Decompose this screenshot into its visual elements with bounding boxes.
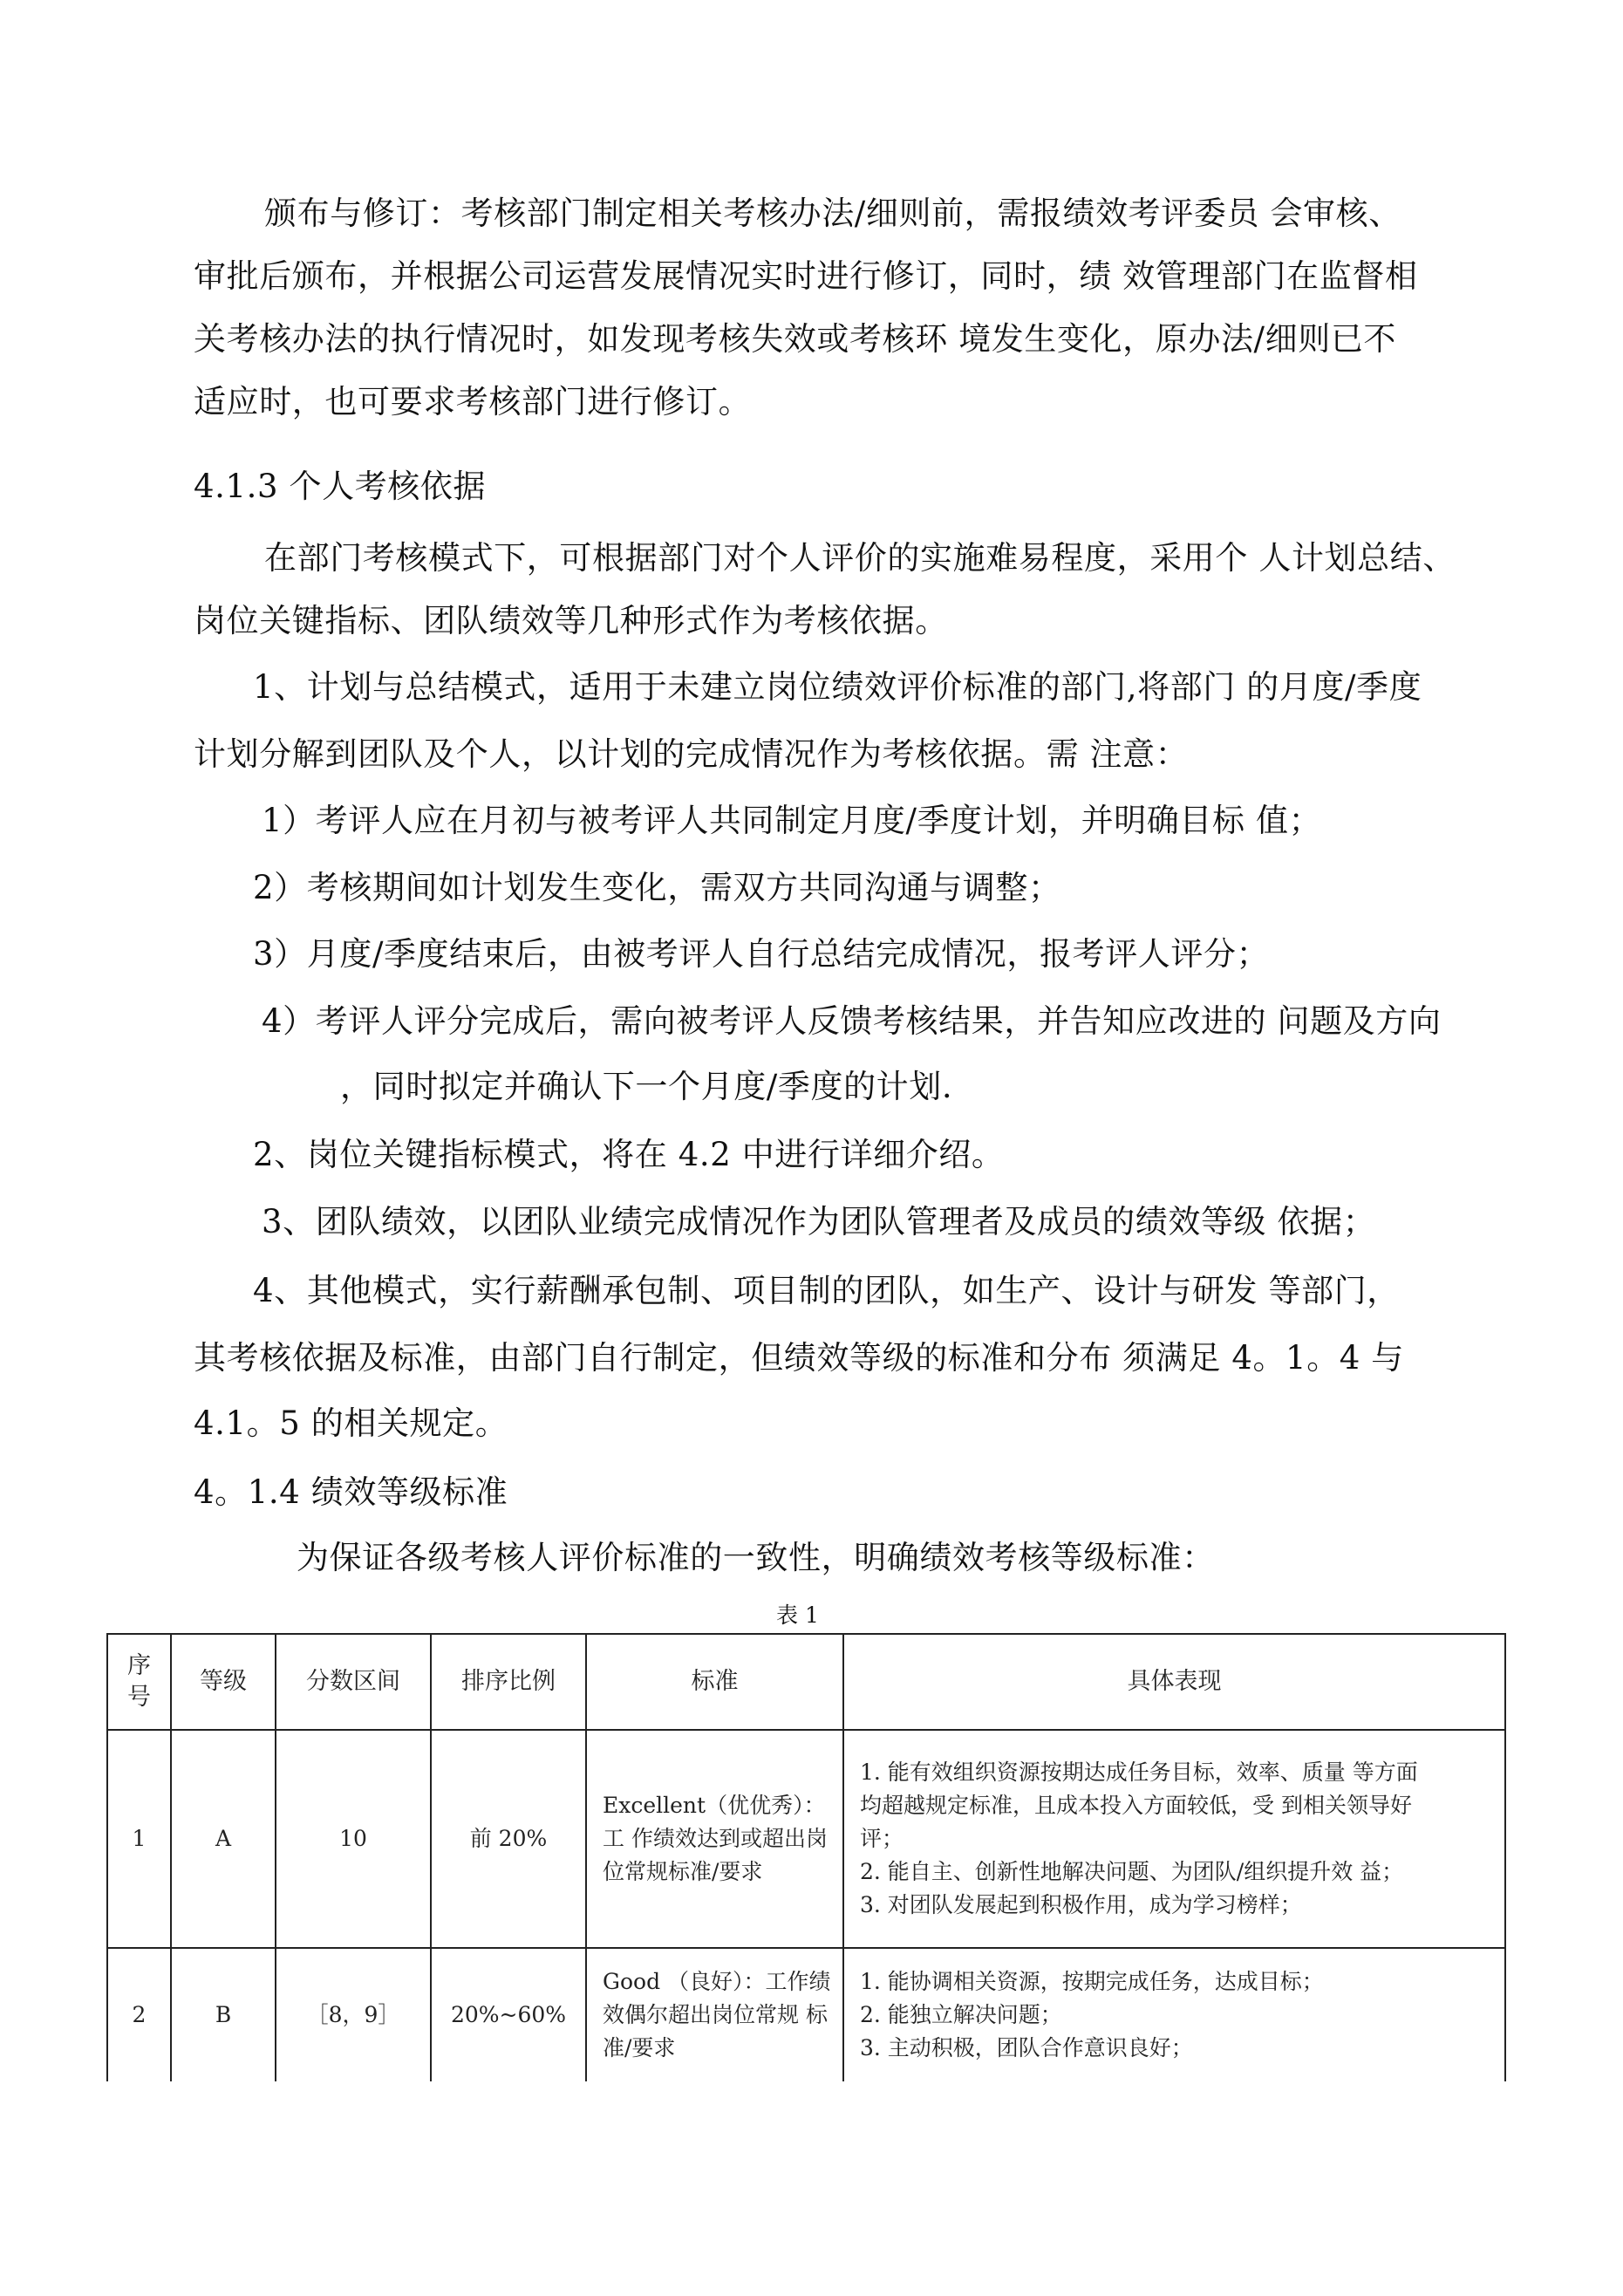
standard-line: 效偶尔超出岗位常规 标	[603, 2002, 828, 2027]
detail-line: 评；	[860, 1826, 904, 1851]
section-heading: 4。1.4 绩效等级标准	[194, 1473, 508, 1511]
paragraph-line: 2、岗位关键指标模式，将在 4.2 中进行详细介绍。	[253, 1136, 1005, 1173]
cell-ratio: 前 20%	[431, 1730, 586, 1948]
detail-line: 3. 对团队发展起到积极作用，成为学习榜样；	[860, 1892, 1302, 1917]
cell-details	[843, 1730, 1505, 1948]
table-row	[107, 1948, 1505, 2081]
cell-score: ［8，9］	[276, 1948, 431, 2081]
table-caption: 表 1	[776, 1602, 819, 1628]
standard-line: Good （良好）：工作绩	[603, 1969, 831, 1994]
paragraph-line: 关考核办法的执行情况时，如发现考核失效或考核环 境发生变化，原办法/细则已不	[194, 320, 1397, 358]
table-header-row	[107, 1634, 1505, 1730]
detail-line: 均超越规定标准，且成本投入方面较低，受 到相关领导好	[860, 1793, 1412, 1818]
paragraph-line: 为保证各级考核人评价标准的一致性，明确绩效考核等级标准：	[297, 1539, 1215, 1576]
grade-standard-table	[106, 1633, 1506, 2081]
standard-line: 准/要求	[603, 2035, 676, 2060]
detail-line: 3. 主动积极，团队合作意识良好；	[860, 2035, 1193, 2060]
detail-line: 1. 能协调相关资源，按期完成任务，达成目标；	[860, 1969, 1324, 1994]
cell-grade: B	[171, 1948, 276, 2081]
list-item: 3）月度/季度结束后，由被考评人自行总结完成情况，报考评人评分；	[253, 935, 1270, 973]
cell-serial: 1	[107, 1730, 171, 1948]
list-item: 2）考核期间如计划发生变化，需双方共同沟通与调整；	[253, 869, 1061, 906]
paragraph-line: 适应时，也可要求考核部门进行修订。	[194, 383, 752, 420]
list-item: 1）考评人应在月初与被考评人共同制定月度/季度计划，并明确目标 值；	[262, 802, 1322, 839]
cell-grade: A	[171, 1730, 276, 1948]
header-score-range: 分数区间	[276, 1634, 431, 1730]
paragraph-line: 颁布与修订：考核部门制定相关考核办法/细则前，需报绩效考评委员 会审核、	[264, 195, 1401, 232]
header-grade: 等级	[171, 1634, 276, 1730]
section-heading: 4.1.3 个人考核依据	[194, 468, 487, 505]
paragraph-line: 1、计划与总结模式，适用于未建立岗位绩效评价标准的部门,将部门 的月度/季度	[253, 668, 1422, 706]
list-item: 4）考评人评分完成后，需向被考评人反馈考核结果，并告知应改进的 问题及方向	[262, 1002, 1442, 1040]
cell-score: 10	[276, 1730, 431, 1948]
paragraph-line: 4、其他模式，实行薪酬承包制、项目制的团队，如生产、设计与研发 等部门，	[253, 1272, 1400, 1309]
table-row	[107, 1730, 1505, 1948]
cell-standard	[586, 1730, 843, 1948]
paragraph-line: 在部门考核模式下，可根据部门对个人评价的实施难易程度，采用个 人计划总结、	[264, 539, 1456, 577]
standard-line: 位常规标准/要求	[603, 1859, 763, 1884]
cell-standard	[586, 1948, 843, 2081]
cell-ratio: 20%~60%	[431, 1948, 586, 2081]
header-ranking-ratio: 排序比例	[431, 1634, 586, 1730]
detail-line: 2. 能独立解决问题；	[860, 2002, 1062, 2027]
paragraph-line: 计划分解到团队及个人，以计划的完成情况作为考核依据。需 注意：	[194, 735, 1189, 773]
header-details: 具体表现	[843, 1634, 1505, 1730]
detail-line: 1. 能有效组织资源按期达成任务目标，效率、质量 等方面	[860, 1760, 1418, 1785]
header-serial: 序号	[107, 1634, 171, 1730]
cell-details	[843, 1948, 1505, 2081]
standard-line: 工 作绩效达到或超出岗	[603, 1826, 828, 1851]
paragraph-line: 3、团队绩效，以团队业绩完成情况作为团队管理者及成员的绩效等级 依据；	[262, 1203, 1376, 1240]
detail-line: 2. 能自主、创新性地解决问题、为团队/组织提升效 益；	[860, 1859, 1404, 1884]
paragraph-line: 审批后颁布，并根据公司运营发展情况实时进行修订，同时，绩 效管理部门在监督相	[194, 257, 1418, 295]
paragraph-line: 岗位关键指标、团队绩效等几种形式作为考核依据。	[194, 602, 948, 639]
list-item-continuation: ，同时拟定并确认下一个月度/季度的计划.	[340, 1068, 953, 1105]
cell-serial: 2	[107, 1948, 171, 2081]
header-standard: 标准	[586, 1634, 843, 1730]
paragraph-line: 其考核依据及标准，由部门自行制定，但绩效等级的标准和分布 须满足 4。1。4 与	[194, 1339, 1404, 1377]
standard-line: Excellent（优优秀）：	[603, 1793, 826, 1818]
paragraph-line: 4.1。5 的相关规定。	[194, 1404, 508, 1442]
